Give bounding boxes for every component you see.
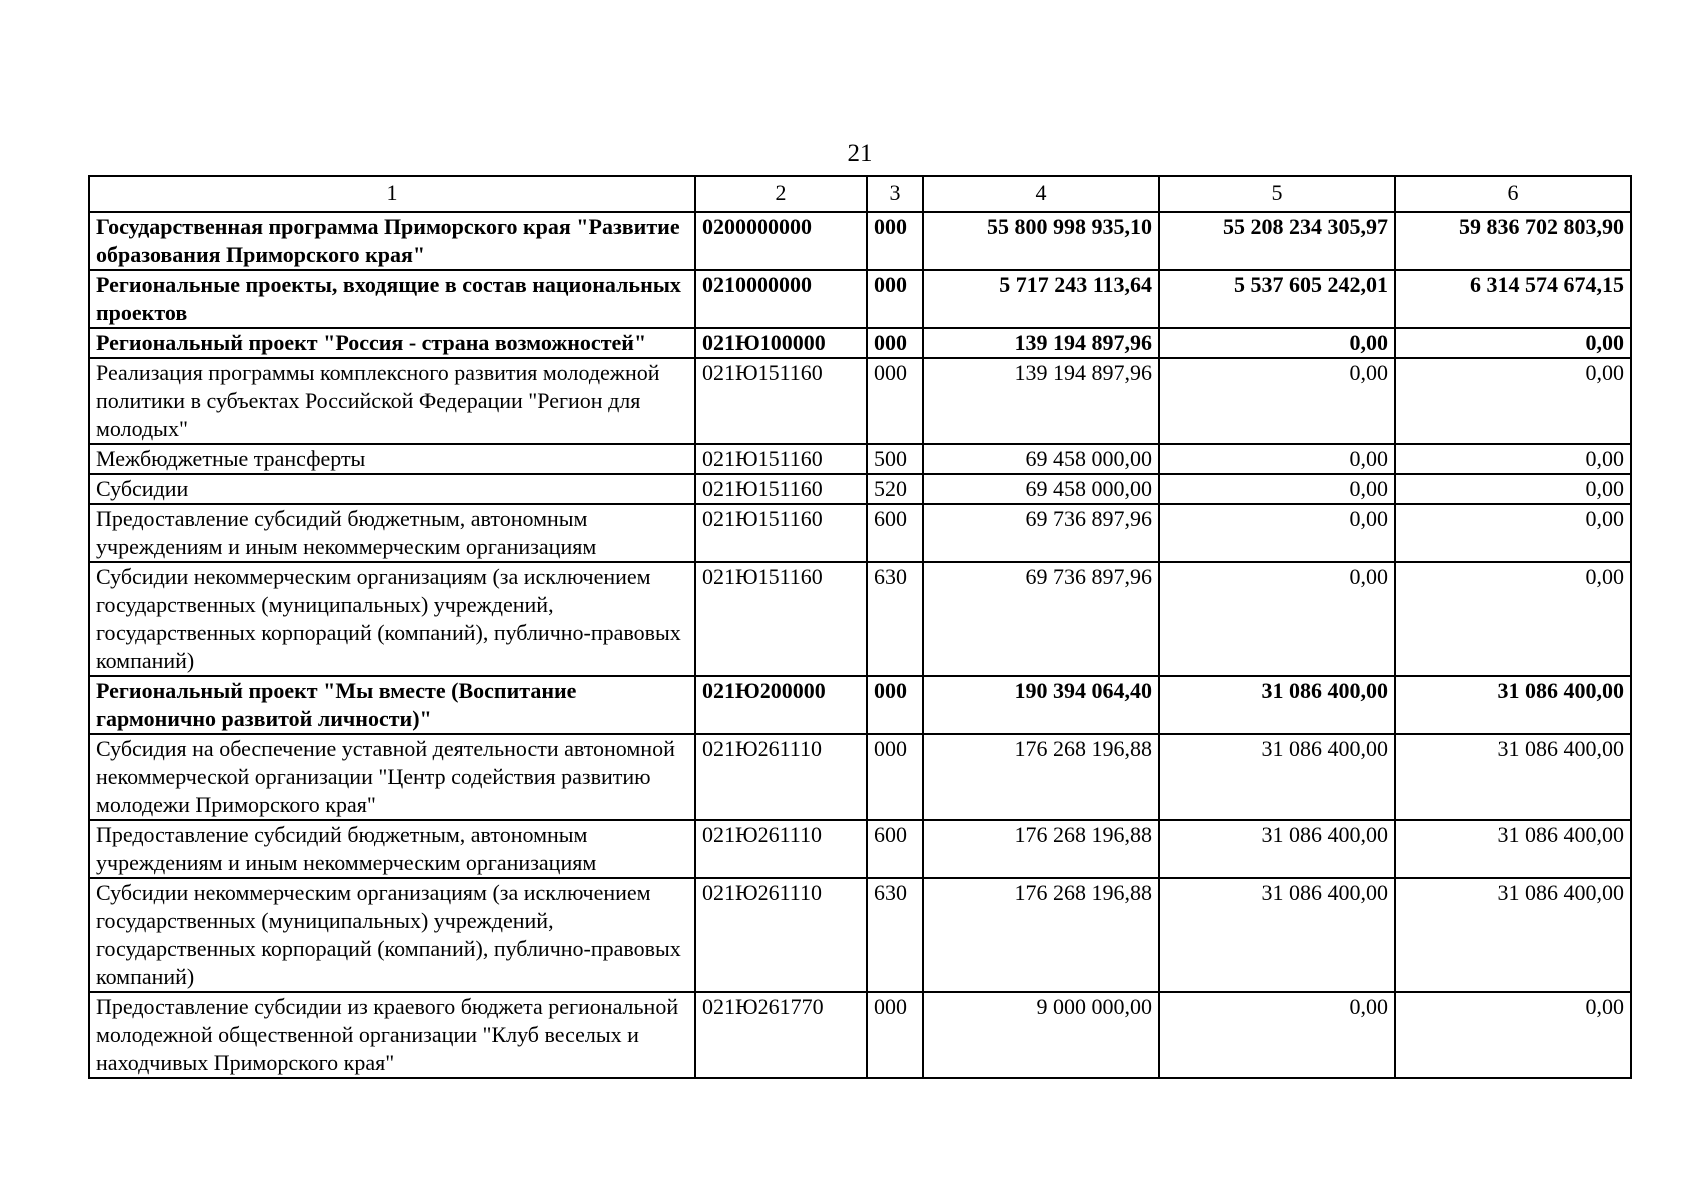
table-row: [89, 878, 1631, 992]
row-amount-col6: 0,00: [1395, 992, 1631, 1078]
header-row: [89, 176, 1631, 212]
row-amount-col6: 31 086 400,00: [1395, 820, 1631, 878]
row-amount-col4: 176 268 196,88: [923, 734, 1159, 820]
table-row: [89, 504, 1631, 562]
row-name: Государственная программа Приморского края "Развитие образования Приморского края": [89, 212, 695, 270]
row-code: 021Ю261770: [695, 992, 867, 1078]
table-row: [89, 270, 1631, 328]
row-amount-col6: 0,00: [1395, 358, 1631, 444]
row-amount-col5: 31 086 400,00: [1159, 878, 1395, 992]
row-type: 000: [867, 212, 923, 270]
page-number: 21: [847, 140, 873, 167]
row-amount-col6: 0,00: [1395, 328, 1631, 358]
row-amount-col4: 69 736 897,96: [923, 504, 1159, 562]
row-amount-col4: 55 800 998 935,10: [923, 212, 1159, 270]
row-name: Реализация программы комплексного развития молодежной политики в субъектах Российской Федерации "Регион для молодых": [89, 358, 695, 444]
row-code: 0210000000: [695, 270, 867, 328]
row-type: 600: [867, 504, 923, 562]
row-type: 000: [867, 358, 923, 444]
column-header: 1: [89, 176, 695, 212]
row-name: Субсидии некоммерческим организациям (за исключением государственных (муниципальных) учреждений, государственных корпораций (компаний), публично-правовых компаний): [89, 878, 695, 992]
budget-table: [88, 175, 1632, 1079]
row-amount-col4: 69 458 000,00: [923, 474, 1159, 504]
row-name: Межбюджетные трансферты: [89, 444, 695, 474]
row-amount-col5: 0,00: [1159, 444, 1395, 474]
row-amount-col6: 6 314 574 674,15: [1395, 270, 1631, 328]
row-amount-col5: 31 086 400,00: [1159, 734, 1395, 820]
row-amount-col5: 0,00: [1159, 992, 1395, 1078]
row-type: 000: [867, 270, 923, 328]
row-type: 520: [867, 474, 923, 504]
row-code: 021Ю151160: [695, 474, 867, 504]
column-header: 6: [1395, 176, 1631, 212]
row-type: 000: [867, 328, 923, 358]
row-amount-col4: 176 268 196,88: [923, 878, 1159, 992]
row-type: 600: [867, 820, 923, 878]
table-row: [89, 358, 1631, 444]
row-amount-col6: 31 086 400,00: [1395, 878, 1631, 992]
table-row: [89, 734, 1631, 820]
row-type: 630: [867, 562, 923, 676]
row-name: Предоставление субсидий бюджетным, автономным учреждениям и иным некоммерческим организациям: [89, 504, 695, 562]
row-name: Региональные проекты, входящие в состав национальных проектов: [89, 270, 695, 328]
row-name: Предоставление субсидий бюджетным, автономным учреждениям и иным некоммерческим организациям: [89, 820, 695, 878]
row-name: Предоставление субсидии из краевого бюджета региональной молодежной общественной организации "Клуб веселых и находчивых Приморского края": [89, 992, 695, 1078]
row-type: 000: [867, 992, 923, 1078]
table-row: [89, 444, 1631, 474]
row-amount-col4: 176 268 196,88: [923, 820, 1159, 878]
row-type: 630: [867, 878, 923, 992]
table-row: [89, 212, 1631, 270]
row-type: 000: [867, 734, 923, 820]
row-code: 021Ю261110: [695, 820, 867, 878]
row-amount-col6: 59 836 702 803,90: [1395, 212, 1631, 270]
row-code: 021Ю261110: [695, 878, 867, 992]
row-amount-col5: 31 086 400,00: [1159, 820, 1395, 878]
column-header: 5: [1159, 176, 1395, 212]
table-row: [89, 328, 1631, 358]
row-amount-col5: 5 537 605 242,01: [1159, 270, 1395, 328]
column-header: 4: [923, 176, 1159, 212]
row-amount-col6: 0,00: [1395, 562, 1631, 676]
row-amount-col5: 0,00: [1159, 474, 1395, 504]
row-name: Региональный проект "Россия - страна возможностей": [89, 328, 695, 358]
table-row: [89, 562, 1631, 676]
table-row: [89, 676, 1631, 734]
row-amount-col6: 31 086 400,00: [1395, 734, 1631, 820]
row-code: 021Ю151160: [695, 504, 867, 562]
row-name: Субсидии: [89, 474, 695, 504]
row-amount-col5: 0,00: [1159, 358, 1395, 444]
row-name: Субсидии некоммерческим организациям (за исключением государственных (муниципальных) учреждений, государственных корпораций (компаний), публично-правовых компаний): [89, 562, 695, 676]
row-code: 021Ю200000: [695, 676, 867, 734]
row-type: 500: [867, 444, 923, 474]
row-name: Региональный проект "Мы вместе (Воспитание гармонично развитой личности)": [89, 676, 695, 734]
column-header: 3: [867, 176, 923, 212]
row-code: 021Ю151160: [695, 444, 867, 474]
row-amount-col6: 0,00: [1395, 444, 1631, 474]
row-amount-col6: 31 086 400,00: [1395, 676, 1631, 734]
row-code: 021Ю100000: [695, 328, 867, 358]
table-row: [89, 474, 1631, 504]
table-body: [89, 212, 1631, 1078]
row-amount-col5: 0,00: [1159, 562, 1395, 676]
row-amount-col4: 190 394 064,40: [923, 676, 1159, 734]
row-name: Субсидия на обеспечение уставной деятельности автономной некоммерческой организации "Центр содействия развитию молодежи Приморского края": [89, 734, 695, 820]
row-amount-col4: 139 194 897,96: [923, 358, 1159, 444]
row-amount-col5: 0,00: [1159, 504, 1395, 562]
table-row: [89, 992, 1631, 1078]
row-amount-col5: 55 208 234 305,97: [1159, 212, 1395, 270]
row-amount-col6: 0,00: [1395, 474, 1631, 504]
row-amount-col5: 0,00: [1159, 328, 1395, 358]
row-amount-col6: 0,00: [1395, 504, 1631, 562]
row-amount-col4: 5 717 243 113,64: [923, 270, 1159, 328]
row-amount-col4: 139 194 897,96: [923, 328, 1159, 358]
row-code: 021Ю151160: [695, 562, 867, 676]
row-type: 000: [867, 676, 923, 734]
row-code: 021Ю151160: [695, 358, 867, 444]
column-header: 2: [695, 176, 867, 212]
row-code: 021Ю261110: [695, 734, 867, 820]
row-amount-col4: 69 458 000,00: [923, 444, 1159, 474]
row-amount-col5: 31 086 400,00: [1159, 676, 1395, 734]
table-row: [89, 820, 1631, 878]
row-amount-col4: 69 736 897,96: [923, 562, 1159, 676]
row-code: 0200000000: [695, 212, 867, 270]
row-amount-col4: 9 000 000,00: [923, 992, 1159, 1078]
